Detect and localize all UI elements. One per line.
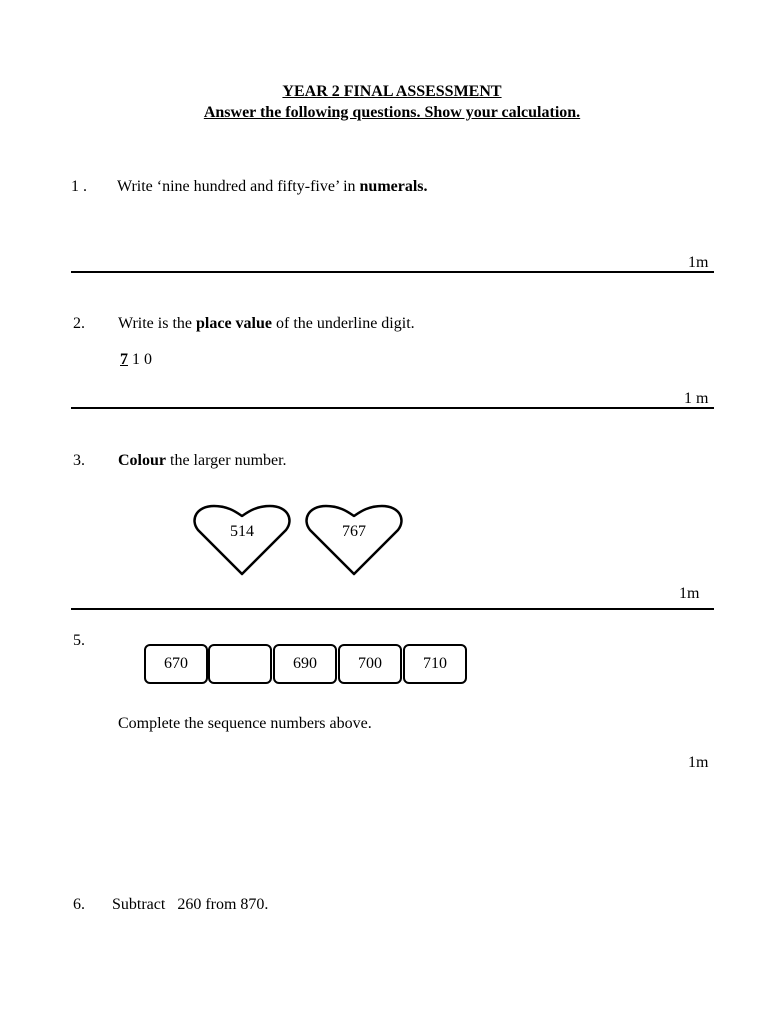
question-2-text — [118, 314, 415, 334]
sequence-box-1: 670 — [144, 644, 208, 684]
question-1-text — [117, 177, 428, 197]
question-5-instruction: Complete the sequence numbers above. — [118, 715, 372, 732]
question-3-text-after: the larger number. — [166, 452, 287, 469]
question-3-number: 3. — [73, 452, 85, 469]
question-5-number: 5. — [73, 632, 85, 649]
question-2-digits — [120, 350, 152, 370]
question-1-number: 1 . — [71, 178, 87, 195]
sequence-box-4: 700 — [338, 644, 402, 684]
question-1-mark: 1m — [688, 254, 709, 271]
question-2-text-after: of the underline digit. — [272, 315, 415, 332]
question-3-text — [118, 451, 287, 471]
question-2-bold: place value — [196, 315, 272, 332]
divider — [71, 407, 714, 409]
heart-number-left: 514 — [230, 523, 254, 540]
divider — [71, 608, 714, 610]
question-2-text-before: Write is the — [118, 315, 196, 332]
sequence-box-5: 710 — [403, 644, 467, 684]
question-2-number: 2. — [73, 315, 85, 332]
question-5-mark: 1m — [688, 754, 709, 771]
question-6-text: Subtract 260 from 870. — [112, 896, 269, 913]
page-subtitle: Answer the following questions. Show your calculation. — [203, 104, 581, 121]
sequence-box-blank[interactable] — [208, 644, 272, 684]
question-1-text-part: Write ‘nine hundred and fifty-five’ in — [117, 178, 360, 195]
divider — [71, 271, 714, 273]
question-1-bold: numerals. — [359, 178, 428, 195]
underlined-digit: 7 — [120, 351, 128, 368]
question-2-mark: 1 m — [684, 390, 709, 407]
question-3-mark: 1m — [679, 585, 700, 602]
page-title: YEAR 2 FINAL ASSESSMENT — [282, 83, 502, 100]
remaining-digits: 1 0 — [128, 351, 152, 368]
sequence-box-3: 690 — [273, 644, 337, 684]
question-3-bold: Colour — [118, 452, 166, 469]
heart-number-right: 767 — [342, 523, 366, 540]
question-6-number: 6. — [73, 896, 85, 913]
